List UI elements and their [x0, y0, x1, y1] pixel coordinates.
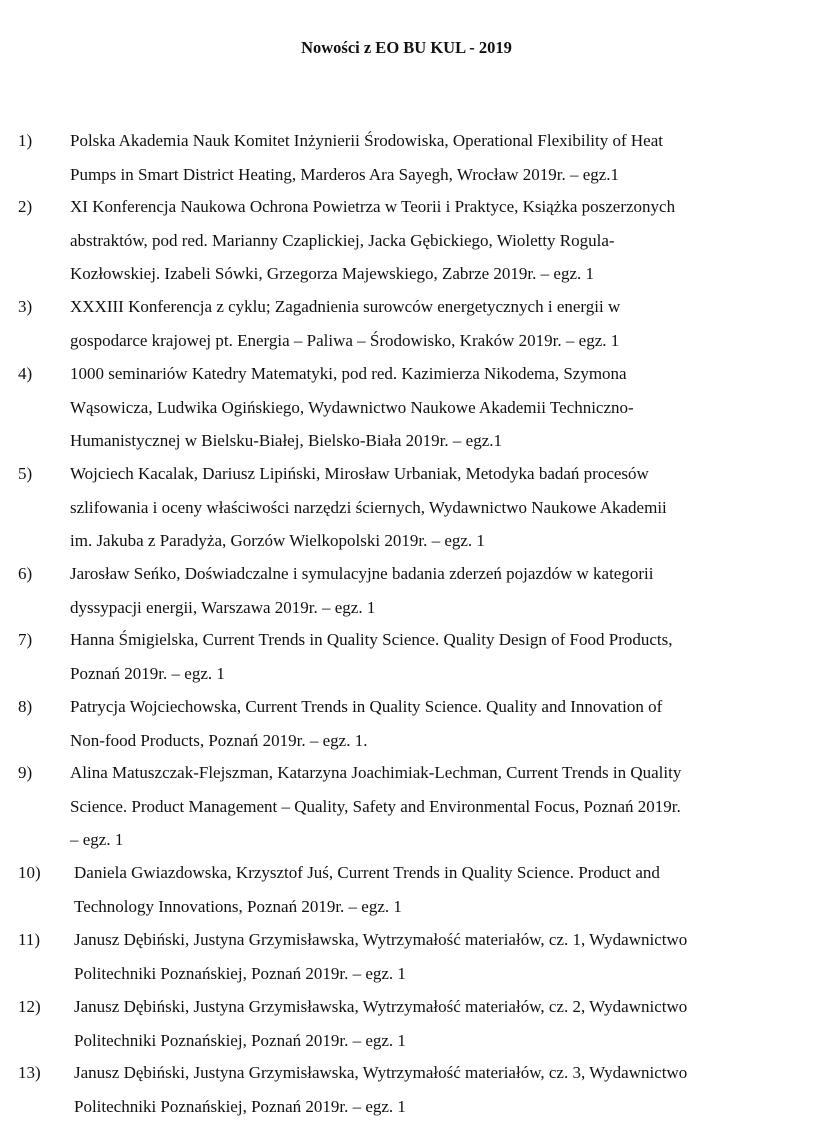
entry-line: Politechniki Poznańskiej, Poznań 2019r. – egz. 1	[74, 1096, 406, 1116]
entry-text	[70, 557, 770, 624]
entry-text	[70, 290, 770, 357]
entry-number: 5)	[18, 464, 33, 483]
entry-number: 3)	[18, 297, 33, 316]
entry-text	[74, 856, 774, 923]
entry-line: Poznań 2019r. – egz. 1	[70, 663, 225, 683]
entry-line: Pumps in Smart District Heating, Marderos Ara Sayegh, Wrocław 2019r. – egz.1	[70, 164, 620, 184]
entry-number: 13)	[18, 1063, 41, 1082]
entry-text	[70, 690, 770, 757]
entry-text	[74, 1056, 774, 1123]
entry-line: Patrycja Wojciechowska, Current Trends in Quality Science. Quality and Innovation of	[70, 697, 663, 716]
entry-line: Science. Product Management – Quality, Safety and Environmental Focus, Poznań 2019r.	[70, 796, 681, 816]
entry-line: Janusz Dębiński, Justyna Grzymisławska, Wytrzymałość materiałów, cz. 3, Wydawnictwo	[74, 1063, 688, 1082]
entry-line: Politechniki Poznańskiej, Poznań 2019r. – egz. 1	[74, 963, 406, 983]
entry-text	[70, 190, 770, 291]
entry-line: Kozłowskiej. Izabeli Sówki, Grzegorza Majewskiego, Zabrze 2019r. – egz. 1	[70, 264, 594, 283]
entry-line: dyssypacji energii, Warszawa 2019r. – egz. 1	[70, 597, 376, 617]
entry-line: 1000 seminariów Katedry Matematyki, pod red. Kazimierza Nikodema, Szymona	[70, 364, 627, 383]
entry-line: szlifowania i oceny właściwości narzędzi ściernych, Wydawnictwo Naukowe Akademii	[70, 497, 667, 517]
entry-line: XXXIII Konferencja z cyklu; Zagadnienia surowców energetycznych i energii w	[70, 297, 621, 316]
entry-line: XI Konferencja Naukowa Ochrona Powietrza w Teorii i Praktyce, Książka poszerzonych	[70, 197, 676, 216]
entry-text	[74, 990, 774, 1057]
entry-text	[70, 756, 770, 857]
entry-line: Politechniki Poznańskiej, Poznań 2019r. – egz. 1	[74, 1030, 406, 1050]
entry-number: 9)	[18, 763, 33, 782]
entry-line: Humanistycznej w Bielsku-Białej, Bielsko-Biała 2019r. – egz.1	[70, 431, 502, 450]
entry-line: – egz. 1	[70, 830, 124, 849]
entry-text	[70, 124, 770, 191]
entry-line: gospodarce krajowej pt. Energia – Paliwa – Środowisko, Kraków 2019r. – egz. 1	[70, 330, 620, 350]
entry-number: 11)	[18, 930, 41, 949]
entry-text	[70, 357, 770, 458]
entry-line: Janusz Dębiński, Justyna Grzymisławska, Wytrzymałość materiałów, cz. 1, Wydawnictwo	[74, 930, 688, 949]
entry-line: im. Jakuba z Paradyża, Gorzów Wielkopolski 2019r. – egz. 1	[70, 531, 485, 550]
entry-number: 10)	[18, 863, 41, 882]
entry-line: Polska Akademia Nauk Komitet Inżynierii Środowiska, Operational Flexibility of Heat	[70, 131, 663, 150]
entry-line: Alina Matuszczak-Flejszman, Katarzyna Joachimiak-Lechman, Current Trends in Quality	[70, 763, 682, 782]
entry-line: Jarosław Seńko, Doświadczalne i symulacyjne badania zderzeń pojazdów w kategorii	[70, 564, 654, 583]
entry-line: abstraktów, pod red. Marianny Czaplickiej, Jacka Gębickiego, Wioletty Rogula-	[70, 230, 615, 250]
entry-number: 6)	[18, 564, 33, 583]
entry-number: 4)	[18, 364, 33, 383]
entry-line: Technology Innovations, Poznań 2019r. – egz. 1	[74, 896, 402, 916]
entry-line: Wąsowicza, Ludwika Ogińskiego, Wydawnictwo Naukowe Akademii Techniczno-	[70, 397, 634, 417]
entry-line: Daniela Gwiazdowska, Krzysztof Juś, Current Trends in Quality Science. Product and	[74, 863, 660, 882]
entry-text	[70, 457, 770, 558]
page-title: Nowości z EO BU KUL - 2019	[301, 38, 512, 57]
entry-number: 1)	[18, 131, 33, 150]
entry-number: 2)	[18, 197, 33, 216]
entry-line: Non-food Products, Poznań 2019r. – egz. 1.	[70, 730, 368, 750]
entry-line: Hanna Śmigielska, Current Trends in Quality Science. Quality Design of Food Products,	[70, 630, 673, 649]
entry-number: 7)	[18, 630, 33, 649]
entry-number: 12)	[18, 997, 41, 1016]
entry-line: Wojciech Kacalak, Dariusz Lipiński, Mirosław Urbaniak, Metodyka badań procesów	[70, 464, 649, 483]
entry-text	[70, 623, 770, 690]
entry-line: Janusz Dębiński, Justyna Grzymisławska, Wytrzymałość materiałów, cz. 2, Wydawnictwo	[74, 997, 688, 1016]
entry-number: 8)	[18, 697, 33, 716]
entry-text	[74, 923, 774, 990]
